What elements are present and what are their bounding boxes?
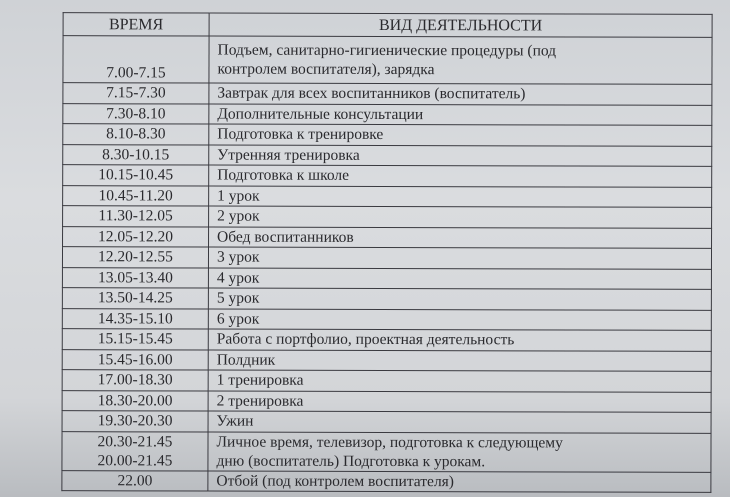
- header-activity: ВИД ДЕЯТЕЛЬНОСТИ: [209, 13, 712, 37]
- table-row: [63, 206, 712, 228]
- activity-cell: Подготовка к тренировке: [209, 124, 712, 146]
- activity-line: Подъем, санитарно-гигиенические процедуры (под: [217, 41, 557, 60]
- activity-cell: [208, 432, 711, 472]
- table-row: [63, 165, 712, 187]
- activity-cell: Отбой (под контролем воспитателя): [208, 471, 711, 493]
- time-cell: 8.30-10.15: [63, 144, 209, 165]
- time-cell: 12.05-12.20: [63, 226, 209, 247]
- table-row: [63, 185, 712, 207]
- time-cell: 13.05-13.40: [62, 267, 208, 288]
- table-row: [62, 370, 711, 392]
- activity-cell: Обед воспитанников: [209, 227, 712, 249]
- activity-cell: [209, 36, 712, 84]
- table-row: [62, 308, 711, 330]
- table-row: [63, 124, 712, 146]
- table-row: [62, 267, 711, 289]
- activity-cell: 6 урок: [208, 309, 711, 331]
- time-cell: 7.30-8.10: [63, 103, 209, 124]
- time-line: 20.00-21.45: [97, 451, 173, 469]
- table-header-row: [63, 13, 712, 38]
- table-row: [63, 83, 712, 105]
- activity-cell: Полдник: [208, 350, 711, 372]
- activity-line: контролем воспитателя), зарядка: [217, 60, 435, 79]
- activity-cell: 1 урок: [209, 186, 712, 208]
- time-cell: 22.00: [62, 470, 208, 491]
- table-row: [63, 36, 712, 85]
- activity-cell: Подготовка к школе: [209, 165, 712, 187]
- activity-line: дню (воспитатель) Подготовка к урокам.: [216, 452, 486, 470]
- activity-cell: 5 урок: [208, 288, 711, 310]
- table-row: [62, 288, 711, 310]
- table-row: [62, 390, 711, 412]
- table-row: [62, 411, 711, 433]
- time-cell: 7.15-7.30: [63, 83, 209, 104]
- header-time: ВРЕМЯ: [63, 13, 209, 36]
- table-row: [62, 349, 711, 371]
- activity-cell: 2 тренировка: [208, 391, 711, 413]
- time-cell: 15.15-15.45: [62, 329, 208, 350]
- activity-cell: Ужин: [208, 411, 711, 433]
- activity-cell: Завтрак для всех воспитанников (воспитатель): [209, 83, 712, 105]
- table-row: [63, 226, 712, 248]
- time-cell: 8.10-8.30: [63, 124, 209, 145]
- table-row: [62, 431, 711, 472]
- time-cell: 17.00-18.30: [62, 370, 208, 391]
- activity-cell: Работа с портфолио, проектная деятельность: [208, 329, 711, 351]
- activity-cell: 1 тренировка: [208, 370, 711, 392]
- time-cell: 15.45-16.00: [62, 349, 208, 370]
- activity-line: Личное время, телевизор, подготовка к следующему: [216, 433, 563, 451]
- time-cell: 19.30-20.30: [62, 411, 208, 432]
- time-cell: 14.35-15.10: [62, 308, 208, 329]
- time-line: 20.30-21.45: [97, 432, 173, 450]
- time-cell: 12.20-12.55: [62, 247, 208, 268]
- time-cell: 13.50-14.25: [62, 288, 208, 309]
- table-row: [63, 144, 712, 166]
- time-cell: 10.15-10.45: [63, 165, 209, 186]
- time-cell: [62, 431, 208, 470]
- table-row: [62, 329, 711, 351]
- activity-cell: 2 урок: [209, 206, 712, 228]
- time-cell: 7.00-7.15: [63, 36, 209, 83]
- time-cell: 18.30-20.00: [62, 390, 208, 411]
- table-row: [63, 103, 712, 125]
- activity-cell: Дополнительные консультации: [209, 104, 712, 126]
- time-cell: 10.45-11.20: [63, 185, 209, 206]
- time-cell: 11.30-12.05: [63, 206, 209, 227]
- activity-cell: 3 урок: [208, 247, 711, 269]
- table-row: [62, 470, 711, 492]
- daily-schedule-table: [61, 12, 712, 493]
- activity-cell: 4 урок: [208, 268, 711, 290]
- table-row: [62, 247, 711, 269]
- activity-cell: Утренняя тренировка: [209, 145, 712, 167]
